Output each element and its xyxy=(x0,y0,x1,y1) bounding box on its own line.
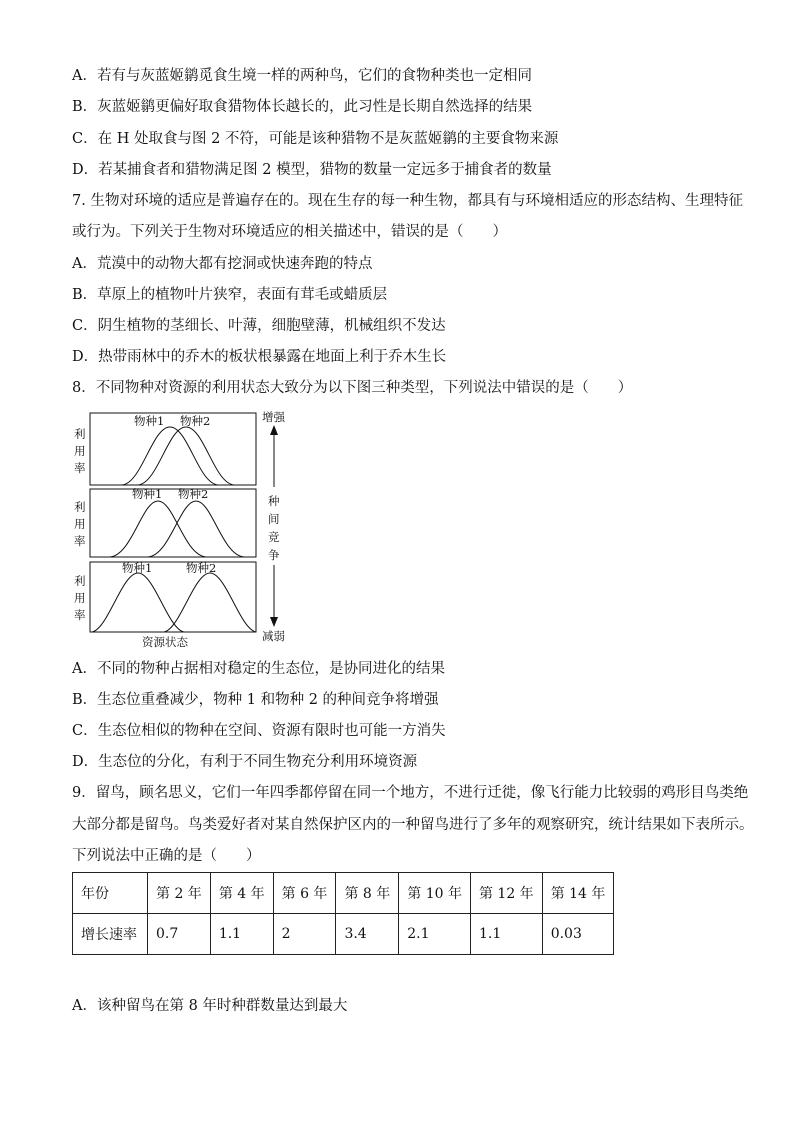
q8-stem: 8．不同物种对资源的利用状态大致分为以下图三种类型，下列说法中错误的是（ ） xyxy=(72,380,633,396)
panel3-species2-label: 物种2 xyxy=(186,561,217,575)
table-value-cell: 1.1 xyxy=(210,914,273,955)
table-value-cell: 2.1 xyxy=(399,914,471,955)
panel2-ylabel-1: 利 xyxy=(74,500,86,514)
q6-option-b: B．灰蓝姬鹟更偏好取食猎物体长越长的，此习性是长期自然选择的结果 xyxy=(72,99,533,115)
arrow-bottom-label: 减弱 xyxy=(262,629,285,643)
table-value-cell: 2 xyxy=(273,914,336,955)
panel1-ylabel-2: 用 xyxy=(74,444,86,458)
panel1-species1-label: 物种1 xyxy=(134,414,165,428)
arrow-mid-3: 竞 xyxy=(268,530,280,544)
panel1-species2-curve xyxy=(138,427,234,485)
table-year-cell: 第 6 年 xyxy=(273,873,336,914)
panel3-species2-curve xyxy=(164,573,256,632)
table-value-cell: 0.7 xyxy=(148,914,211,955)
table-header-label: 年份 xyxy=(73,873,148,914)
table-value-cell: 1.1 xyxy=(470,914,542,955)
panel2-ylabel-3: 率 xyxy=(74,534,86,548)
arrow-top-label: 增强 xyxy=(262,410,285,424)
q7-option-c: C．阴生植物的茎细长、叶薄，细胞壁薄，机械组织不发达 xyxy=(72,318,446,334)
growth-rate-table xyxy=(72,872,614,955)
q8-option-b: B．生态位重叠减少，物种 1 和物种 2 的种间竞争将增强 xyxy=(72,692,439,708)
q8-option-c: C．生态位相似的物种在空间、资源有限时也可能一方消失 xyxy=(72,723,446,739)
table-header-row xyxy=(73,873,614,914)
q8-option-d: D．生态位的分化，有利于不同生物充分利用环境资源 xyxy=(72,754,418,770)
q9-stem-line1: 9．留鸟，顾名思义，它们一年四季都停留在同一个地方，不进行迁徙，像飞行能力比较弱的鸡形目鸟类绝 xyxy=(72,785,749,801)
arrow-head-up xyxy=(270,425,278,435)
q9-stem-line3: 下列说法中正确的是（ ） xyxy=(72,848,261,864)
panel3-species1-label: 物种1 xyxy=(122,561,153,575)
arrow-mid-4: 争 xyxy=(268,548,280,562)
panel1-species1-curve xyxy=(122,427,218,485)
panel3-ylabel-1: 利 xyxy=(74,574,86,588)
q7-option-b: B．草原上的植物叶片狭窄，表面有茸毛或蜡质层 xyxy=(72,287,388,303)
niche-overlap-figure xyxy=(72,405,302,650)
panel1-ylabel-3: 率 xyxy=(74,461,86,475)
q6-option-c: C．在 H 处取食与图 2 不符，可能是该种猎物不是灰蓝姬鹟的主要食物来源 xyxy=(72,131,559,147)
panel1-ylabel-1: 利 xyxy=(74,427,86,441)
panel2-species1-label: 物种1 xyxy=(132,487,163,501)
panel2-ylabel-2: 用 xyxy=(74,517,86,531)
table-year-cell: 第 12 年 xyxy=(470,873,542,914)
table-value-cell: 0.03 xyxy=(542,914,614,955)
table-year-cell: 第 10 年 xyxy=(399,873,471,914)
q7-option-d: D．热带雨林中的乔木的板状根暴露在地面上利于乔木生长 xyxy=(72,349,447,365)
table-value-cell: 3.4 xyxy=(336,914,399,955)
table-year-cell: 第 4 年 xyxy=(210,873,273,914)
q9-stem-line2: 大部分都是留鸟。鸟类爱好者对某自然保护区内的一种留鸟进行了多年的观察研究，统计结果如下表所示。 xyxy=(72,817,754,833)
arrow-head-down xyxy=(270,617,278,627)
panel2-species2-curve xyxy=(148,501,244,557)
table-year-cell: 第 2 年 xyxy=(148,873,211,914)
panel2-species1-curve xyxy=(110,501,206,557)
panel3-ylabel-3: 率 xyxy=(74,608,86,622)
q7-stem-line1: 7. 生物对环境的适应是普遍存在的。现在生存的每一种生物，都具有与环境相适应的形态结构、生理特征 xyxy=(72,193,743,209)
table-row-label: 增长速率 xyxy=(73,914,148,955)
q7-stem-line2: 或行为。下列关于生物对环境适应的相关描述中，错误的是（ ） xyxy=(72,224,507,240)
panel2-species2-label: 物种2 xyxy=(178,487,209,501)
q7-option-a: A．荒漠中的动物大都有挖洞或快速奔跑的特点 xyxy=(72,256,373,272)
q9-option-a: A．该种留鸟在第 8 年时种群数量达到最大 xyxy=(72,998,348,1014)
q8-option-a: A．不同的物种占据相对稳定的生态位，是协同进化的结果 xyxy=(72,661,445,677)
x-axis-label: 资源状态 xyxy=(142,635,188,649)
panel3-species1-curve xyxy=(92,573,184,632)
q6-option-a: A．若有与灰蓝姬鹟觅食生境一样的两种鸟，它们的食物种类也一定相同 xyxy=(72,68,532,84)
q6-option-d: D．若某捕食者和猎物满足图 2 模型，猎物的数量一定远多于捕食者的数量 xyxy=(72,162,552,178)
arrow-mid-1: 种 xyxy=(268,494,280,508)
panel-medium-overlap xyxy=(90,489,256,557)
table-year-cell: 第 14 年 xyxy=(542,873,614,914)
panel-high-overlap xyxy=(90,413,256,485)
arrow-mid-2: 间 xyxy=(268,512,280,526)
panel1-species2-label: 物种2 xyxy=(180,414,211,428)
table-data-row xyxy=(73,914,614,955)
table-year-cell: 第 8 年 xyxy=(336,873,399,914)
panel3-ylabel-2: 用 xyxy=(74,591,86,605)
